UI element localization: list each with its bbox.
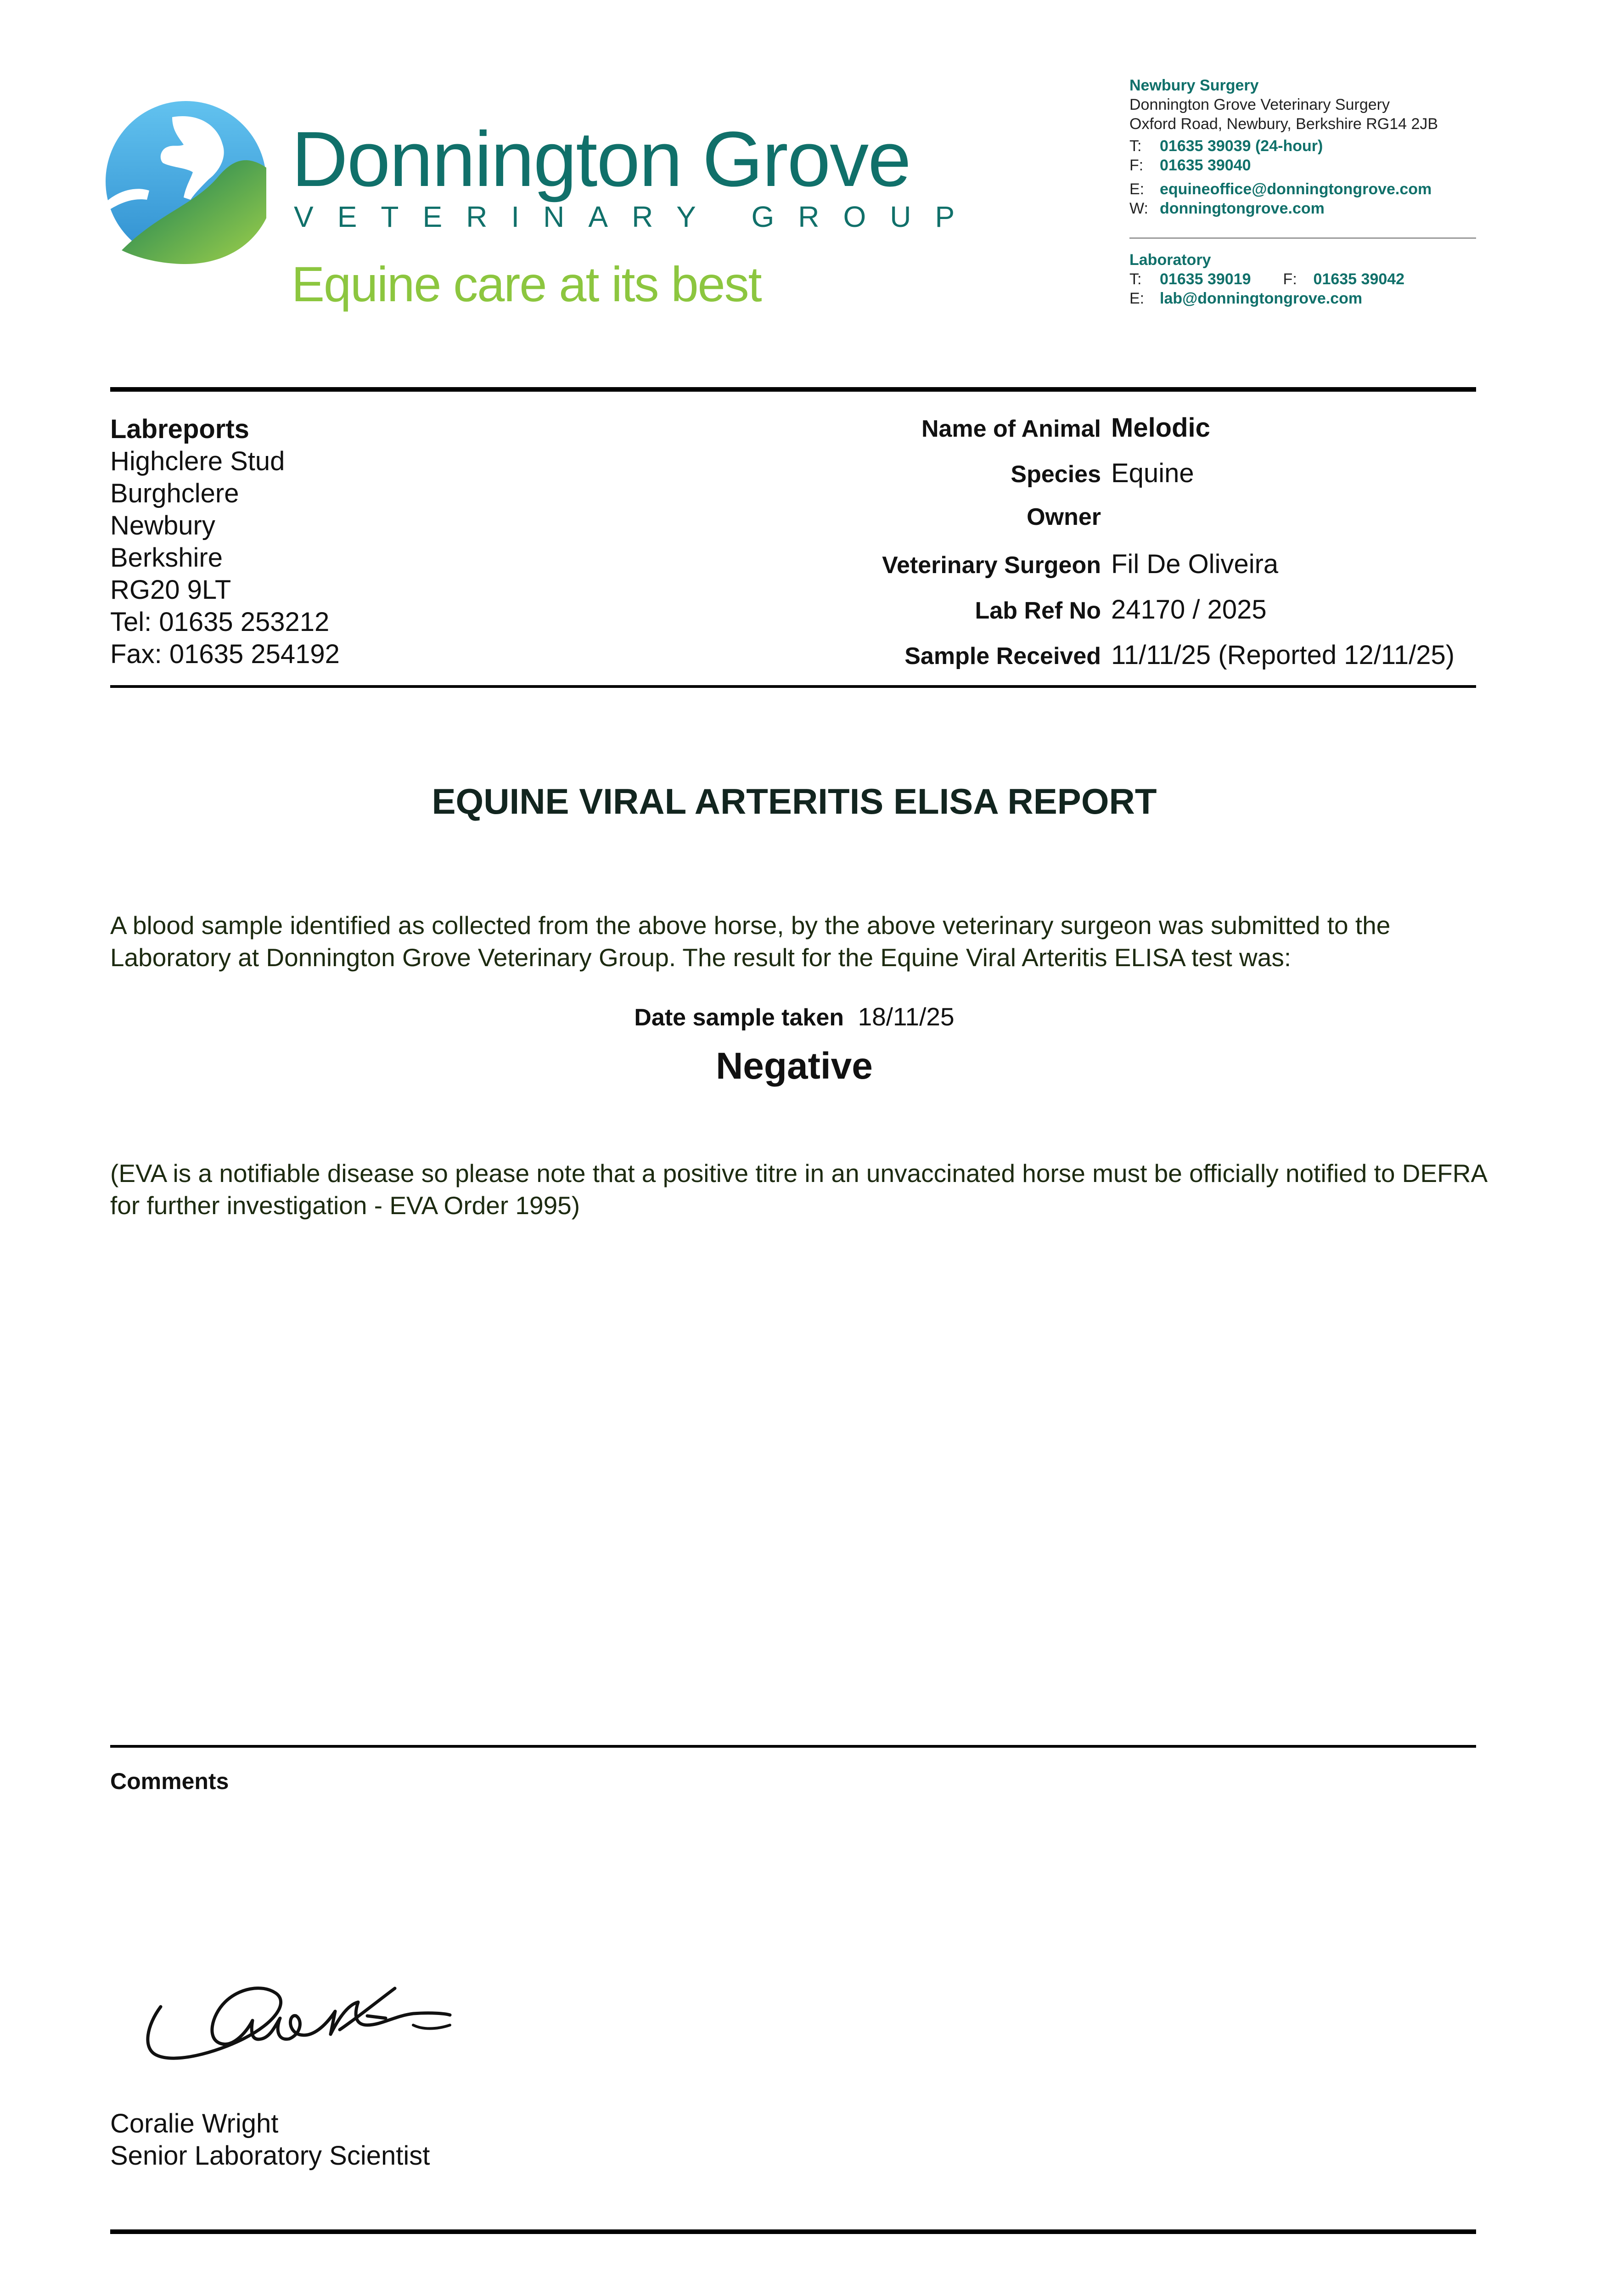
footer-divider (110, 2229, 1476, 2234)
detail-label: Owner (1027, 504, 1101, 530)
test-result: Negative (716, 1045, 873, 1087)
animal-details (735, 412, 1478, 685)
lab-ref-number: 24170 / 2025 (1111, 595, 1267, 625)
date-sample-taken (0, 1002, 1589, 1031)
lab-email-link[interactable]: lab@donningtongrove.com (1160, 290, 1363, 307)
report-title: EQUINE VIRAL ARTERITIS ELISA REPORT (432, 781, 1157, 822)
surgery-address-line: Donnington Grove Veterinary Surgery (1129, 96, 1390, 113)
client-name: Labreports (110, 414, 249, 444)
address-line: Berkshire (110, 543, 223, 573)
detail-label: Name of Animal (921, 416, 1101, 442)
detail-row (735, 640, 1478, 685)
date-label: Date sample taken (634, 1004, 844, 1031)
client-fax: Fax: 01635 254192 (110, 639, 340, 669)
comments-divider (110, 1745, 1476, 1748)
details-divider (110, 685, 1476, 688)
client-phone: Tel: 01635 253212 (110, 607, 330, 637)
surgery-heading: Newbury Surgery (1129, 77, 1259, 94)
signatory (110, 2108, 430, 2172)
detail-row (735, 412, 1478, 458)
logo-icon (103, 99, 269, 264)
detail-label: Veterinary Surgeon (882, 552, 1101, 579)
lab-contact: Laboratory T: 01635 39019 F: 01635 39042 E: lab@donningtongrove.com (1129, 251, 1405, 307)
surgery-fax: 01635 39040 (1160, 157, 1251, 174)
report-intro: A blood sample identified as collected from the above horse, by the above veterinary surgeon was submitted to the Laboratory at Donnington Grove Veterinary Group. The result for the Equine Viral Arteritis ELISA test was: (110, 911, 1391, 972)
date-value: 18/11/25 (858, 1002, 955, 1031)
address-line: Highclere Stud (110, 446, 285, 476)
lab-heading: Laboratory (1129, 251, 1211, 269)
signatory-title: Senior Laboratory Scientist (110, 2141, 430, 2171)
client-address (110, 413, 340, 670)
detail-row (735, 549, 1478, 594)
notifiable-disease-note: (EVA is a notifiable disease so please note that a positive titre in an unvaccinated horse must be officially notified to DEFRA for further investigation - EVA Order 1995) (110, 1159, 1487, 1220)
detail-label: Species (1011, 461, 1101, 488)
detail-row (735, 458, 1478, 503)
surgery-email-link[interactable]: equineoffice@donningtongrove.com (1160, 180, 1432, 198)
detail-row (735, 503, 1478, 549)
animal-name: Melodic (1111, 413, 1210, 443)
comments-label: Comments (110, 1768, 229, 1794)
signatory-name: Coralie Wright (110, 2109, 279, 2138)
sample-received: 11/11/25 (Reported 12/11/25) (1111, 640, 1455, 670)
lab-fax: 01635 39042 (1313, 270, 1405, 288)
contact-divider (1129, 237, 1476, 239)
address-line: Newbury (110, 511, 215, 540)
signature-image (138, 1961, 455, 2085)
surgery-contact: Newbury Surgery Donnington Grove Veterinary Surgery Oxford Road, Newbury, Berkshire RG14 2JB T: 01635 39039 (24-hour) F: 01635 39040 E: equineoffice@donningtongrove.com W: donningtongrove.com (1129, 77, 1438, 217)
brand-name: Donnington Grove (292, 116, 910, 203)
address-postcode: RG20 9LT (110, 575, 231, 605)
surgery-phone: 01635 39039 (24-hour) (1160, 137, 1323, 155)
brand-subtitle: VETERINARY GROUP (294, 200, 979, 233)
veterinary-surgeon: Fil De Oliveira (1111, 549, 1279, 579)
lab-phone: 01635 39019 (1160, 270, 1251, 288)
detail-label: Sample Received (904, 643, 1101, 670)
animal-species: Equine (1111, 458, 1194, 488)
detail-label: Lab Ref No (975, 597, 1101, 624)
header-divider (110, 387, 1476, 392)
detail-row (735, 594, 1478, 640)
website-link[interactable]: donningtongrove.com (1160, 200, 1325, 217)
surgery-address-line: Oxford Road, Newbury, Berkshire RG14 2JB (1129, 115, 1438, 133)
address-line: Burghclere (110, 478, 239, 508)
brand-tagline: Equine care at its best (292, 256, 761, 312)
